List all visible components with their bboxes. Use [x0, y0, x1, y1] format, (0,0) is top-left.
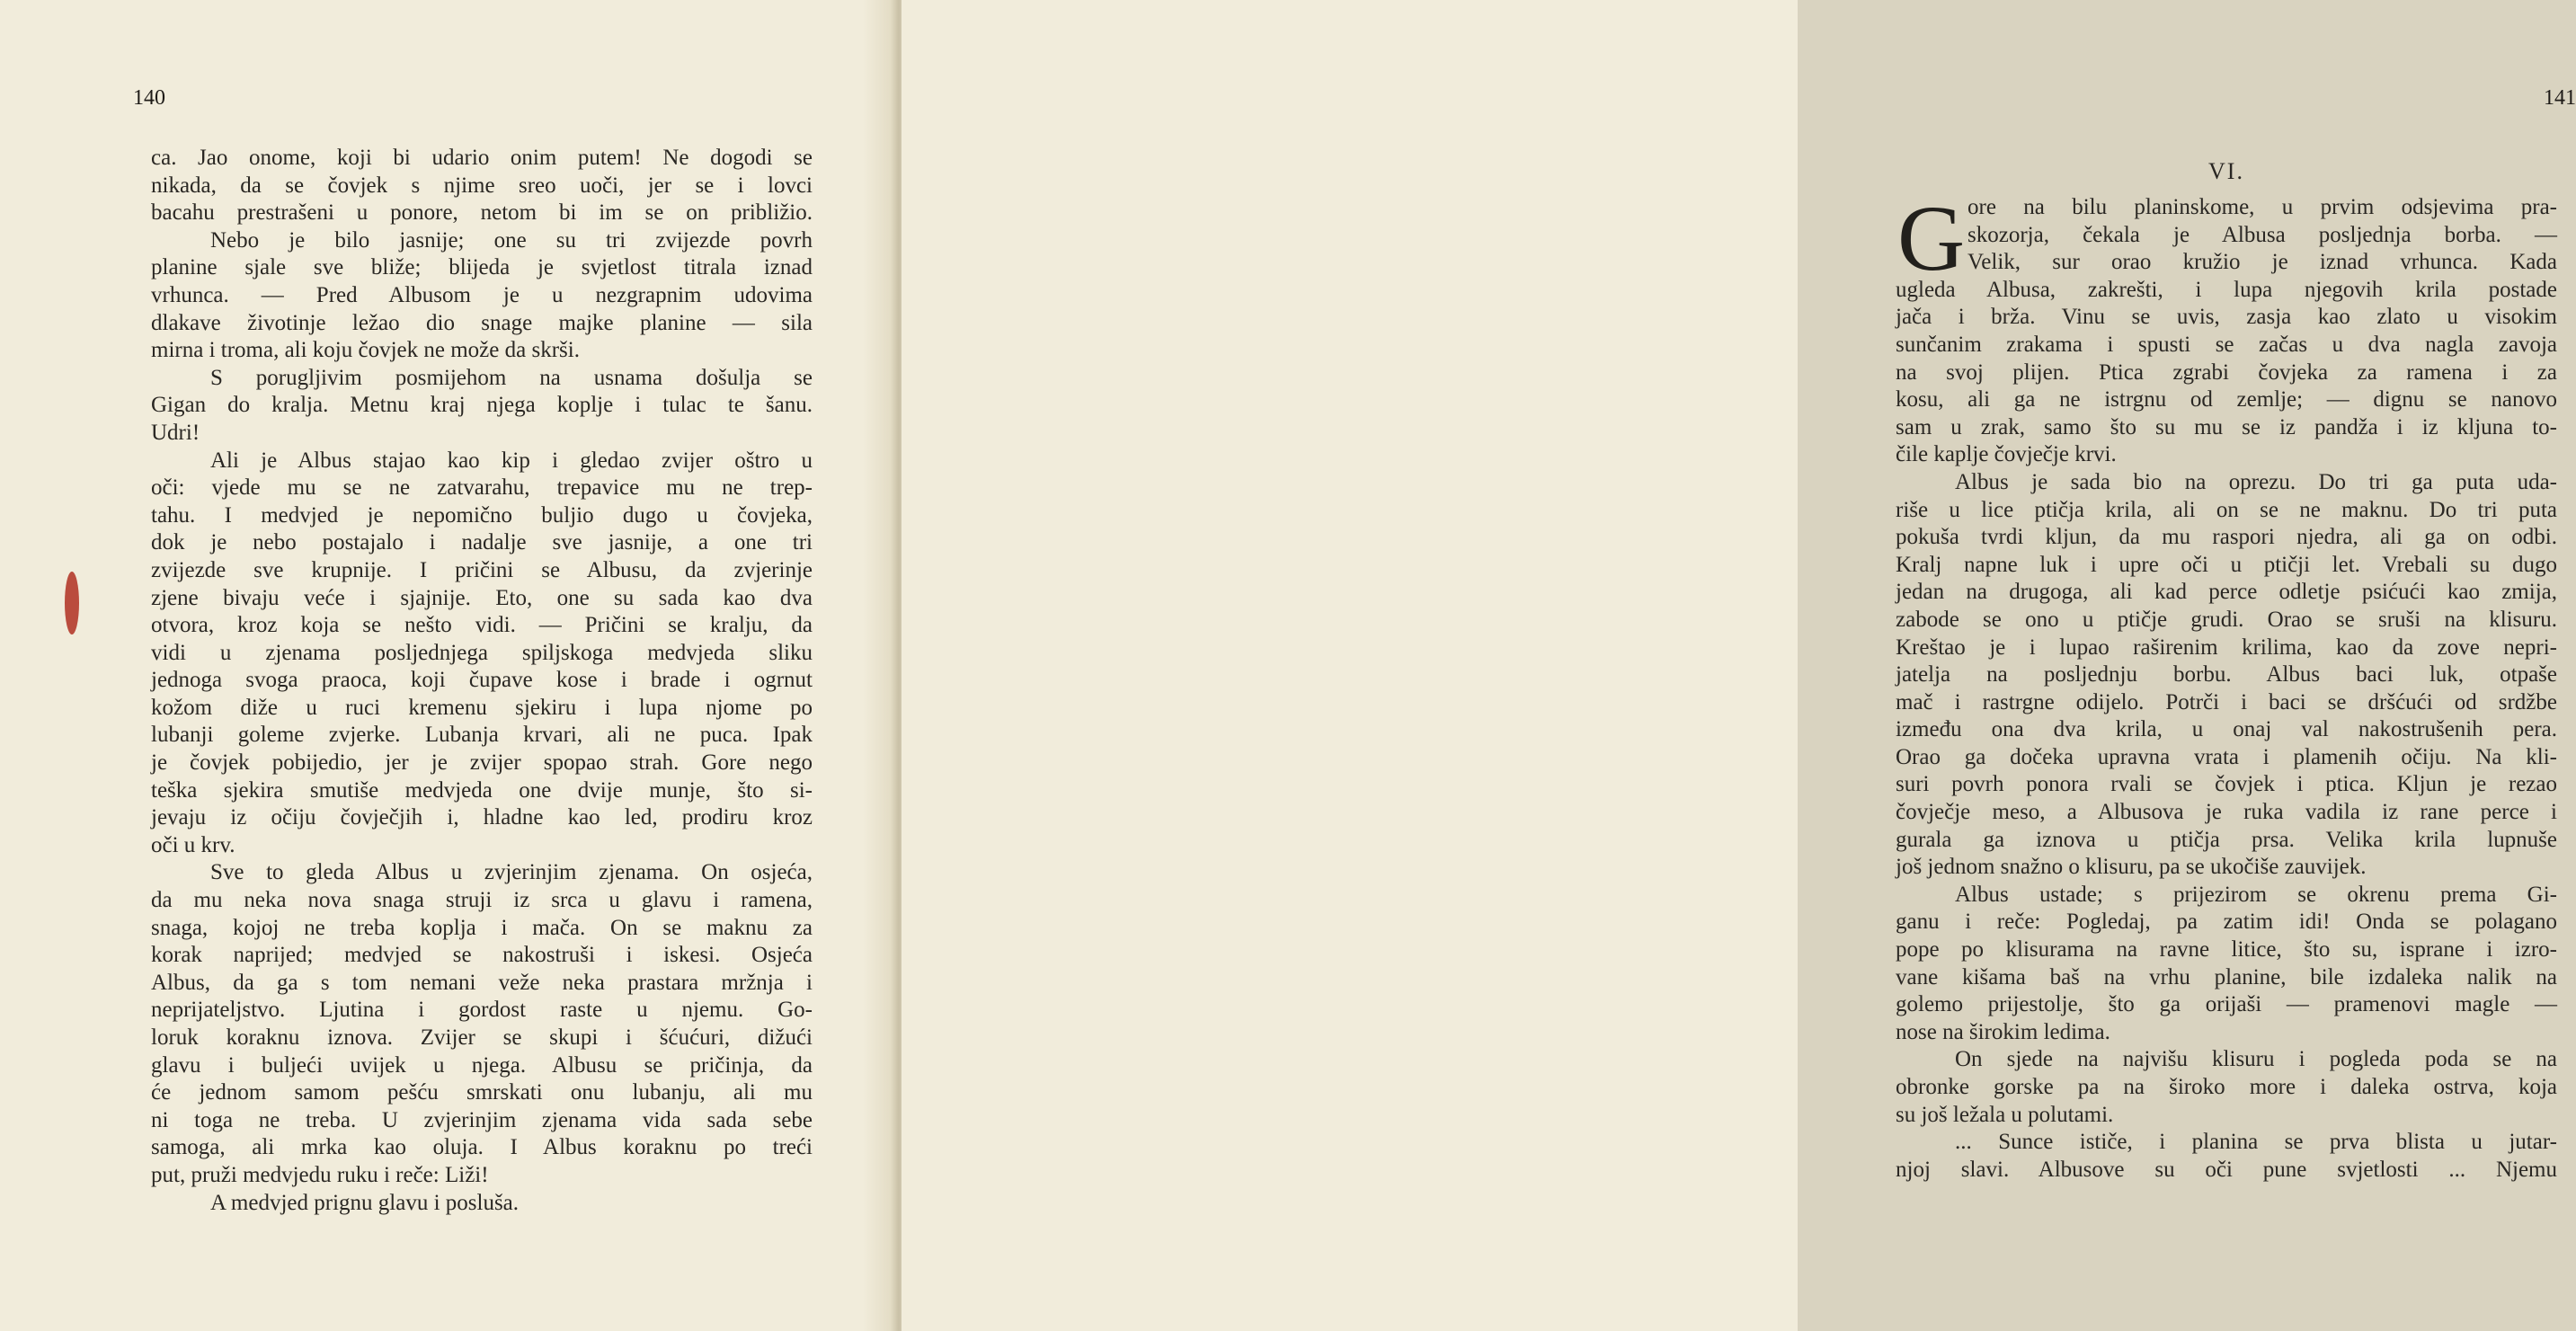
text-line: vidi u zjenama posljednjega spiljskoga medvjeda sliku [151, 640, 813, 665]
text-line: je čovjek pobijedio, jer je zvijer spopao strah. Gore nego [151, 750, 813, 776]
text-line: gurala ga iznova u ptičja prsa. Velika krila lupnuše [1896, 827, 2557, 852]
text-line: Sve to gleda Albus u zvjerinjim zjenama. On osjeća, [210, 860, 813, 885]
text-line: samoga, ali mrka kao oluja. I Albus koraknu po treći [151, 1135, 813, 1160]
left-page [0, 0, 896, 1331]
text-line: dok je nebo postajalo i nadalje sve jasnije, a one tri [151, 530, 813, 555]
text-line: S porugljivim posmijehom na usnama došulja se [210, 365, 813, 390]
text-line: Albus, da ga s tom nemani veže neka prastara mržnja i [151, 970, 813, 995]
text-line: jedan na drugoga, ali kad perce odletje psićući kao zmija, [1896, 580, 2557, 605]
text-line: Udri! [151, 420, 200, 445]
left-page-text [151, 145, 813, 1217]
text-line: kožom diže u ruci kremenu sjekiru i lupa njome po [151, 695, 813, 720]
text-line: Albus je sada bio na oprezu. Do tri ga puta uda- [1955, 469, 2557, 494]
text-line: teška sjekira smutiše medvjeda one dvije munje, što si- [151, 777, 813, 803]
text-line: korak naprijed; medvjed se nakostruši i iskesi. Osjeća [151, 943, 813, 968]
text-line: skozorja, čekala je Albusa posljednja borba. — [1968, 222, 2557, 247]
text-line: neprijateljstvo. Ljutina i gordost raste u njemu. Go- [151, 998, 813, 1023]
text-line: ore na bilu planinskome, u prvim odsjevima pra- [1968, 195, 2557, 219]
text-line: On sjede na najvišu klisuru i pogleda poda se na [1955, 1047, 2557, 1072]
text-line: pokuša tvrdi kljun, da mu raspori njedra, ali ga on odbi. [1896, 525, 2557, 550]
text-line: da mu neka nova snaga struji iz srca u glavu i ramena, [151, 888, 813, 913]
text-line: vane kišama baš na vrhu planine, bile izdaleka nalik na [1896, 964, 2557, 989]
text-line: mirna i troma, ali koju čovjek ne može da skrši. [151, 338, 580, 363]
text-line: ni toga ne treba. U zvjerinjim zjenama vida sada sebe [151, 1107, 813, 1132]
text-line: čile kaplje čovječje krvi. [1896, 442, 2117, 467]
drop-cap: G [1897, 187, 1966, 290]
text-line: riše u lice ptičja krila, ali on se ne maknu. Do tri puta [1896, 497, 2557, 522]
text-line: Orao ga dočeka upravna vrata i plamenih očiju. Na kli- [1896, 744, 2557, 769]
text-line: su još ležala u polutami. [1896, 1102, 2114, 1127]
text-line: glavu i buljeći uvijek u njega. Albusu se pričinja, da [151, 1052, 813, 1078]
text-line: put, pruži medvjedu ruku i reče: Liži! [151, 1162, 489, 1187]
text-line: zvijezde sve krupnije. I pričini se Albusu, da zvjerinje [151, 557, 813, 582]
text-line: mač i rastrgne odijelo. Potrči i baci se dršćući od srdžbe [1896, 689, 2557, 714]
text-line: čovječje meso, a Albusova je ruka vadila iz rane perce i [1896, 800, 2557, 825]
text-line: između ona dva krila, u onaj val nakostrušenih pera. [1896, 717, 2557, 742]
text-line: na svoj plijen. Ptica zgrabi čovjeka za ramena i za [1896, 359, 2557, 385]
text-line: tahu. I medvjed je nepomično buljio dugo u čovjeka, [151, 502, 813, 528]
text-line: pope po klisurama na ravne litice, što su, isprane i izro- [1896, 937, 2557, 963]
text-line: dlakave životinje ležao dio snage majke planine — sila [151, 310, 813, 335]
text-line: jevaju iz očiju čovječjih i, hladne kao led, prodiru kroz [151, 805, 813, 830]
text-line: Gigan do kralja. Metnu kraj njega koplje i tulac te šanu. [151, 393, 813, 418]
page-number-right: 141 [2544, 86, 2576, 110]
page-number-left: 140 [133, 86, 165, 110]
chapter-heading: VI. [2208, 158, 2244, 184]
text-line: Kreštao je i lupao raširenim krilima, kao da zove nepri- [1896, 634, 2557, 660]
text-line: oči: vjede mu se ne zatvarahu, trepavice mu ne trep- [151, 475, 813, 501]
text-line: suri povrh ponora rvali se čovjek i ptica. Kljun je rezao [1896, 772, 2557, 797]
text-line: Ali je Albus stajao kao kip i gledao zvijer oštro u [210, 448, 813, 473]
text-line: Velik, sur orao kružio je iznad vrhunca. Kada [1968, 250, 2557, 275]
text-line: ca. Jao onome, koji bi udario onim putem! Ne dogodi se [151, 146, 813, 170]
text-line: Albus ustade; s prijezirom se okrenu prema Gi- [1955, 882, 2557, 907]
text-line: Nebo je bilo jasnije; one su tri zvijezde povrh [210, 227, 813, 253]
text-line: će jednom samom pešću smrskati onu lubanju, ali mu [151, 1080, 813, 1105]
text-line: vrhunca. — Pred Albusom je u nezgrapnim udovima [151, 282, 813, 307]
text-line: zjene bivaju veće i sjajnije. Eto, one su sada kao dva [151, 585, 813, 610]
red-stain-mark [65, 572, 79, 634]
text-line: još jednom snažno o klisuru, pa se ukočiše zauvijek. [1896, 855, 2367, 880]
right-page-text [1896, 155, 2557, 1184]
text-line: A medvjed prignu glavu i posluša. [210, 1190, 520, 1215]
text-line: zabode se ono u ptičje grudi. Orao se sruši na klisuru. [1896, 607, 2557, 632]
text-line: nose na širokim ledima. [1896, 1019, 2110, 1044]
text-line: oči u krv. [151, 832, 235, 857]
text-line: jatelja na posljednju borbu. Albus baci luk, otpaše [1896, 662, 2557, 688]
text-line: nikada, da se čovjek s njime sreo uoči, jer se i lovci [151, 173, 813, 198]
text-line: golemo prijestolje, što ga orijaši — pramenovi magle — [1896, 992, 2557, 1017]
text-line: otvora, kroz koja se nešto vidi. — Pričini se kralju, da [151, 613, 813, 638]
text-line: sam u zrak, samo što su mu se iz pandža i iz kljuna to- [1896, 414, 2557, 439]
right-page [902, 0, 2576, 1331]
text-line: obronke gorske pa na široko more i daleka ostrva, koja [1896, 1075, 2557, 1099]
text-line: snaga, kojoj ne treba koplja i mača. On se maknu za [151, 915, 813, 940]
text-line: loruk koraknu iznova. Zvijer se skupi i šćućuri, dižući [151, 1025, 813, 1050]
right-lines [1896, 187, 2557, 1184]
text-line: Kralj napne luk i upre oči u ptičji let. Vrebali su dugo [1896, 552, 2557, 577]
text-line: jednoga svoga praoca, koji čupave kose i brade i ogrnut [151, 668, 813, 693]
text-line: bacahu prestrašeni u ponore, netom bi im se on približio. [151, 200, 813, 226]
text-line: ugleda Albusa, zakrešti, i lupa njegovih krila postade [1896, 277, 2557, 302]
text-line: kosu, ali ga ne istrgnu od zemlje; — dignu se nanovo [1896, 387, 2557, 413]
text-line: ... Sunce ističe, i planina se prva blista u jutar- [1955, 1130, 2557, 1155]
text-line: njoj slavi. Albusove su oči pune svjetlosti ... Njemu [1896, 1157, 2557, 1182]
text-line: lubanji goleme zvjerke. Lubanja krvari, ali ne puca. Ipak [151, 723, 813, 748]
text-line: ganu i reče: Pogledaj, pa zatim idi! Onda se polagano [1896, 910, 2557, 935]
text-line: sunčanim zrakama i spusti se začas u dva nagla zavoja [1896, 332, 2557, 357]
text-line: planine sjale sve bliže; blijeda je svjetlost titrala iznad [151, 255, 813, 280]
text-line: jača i brža. Vinu se uvis, zasja kao zlato u visokim [1896, 305, 2557, 330]
dropcap-paragraph [1896, 187, 2557, 1184]
